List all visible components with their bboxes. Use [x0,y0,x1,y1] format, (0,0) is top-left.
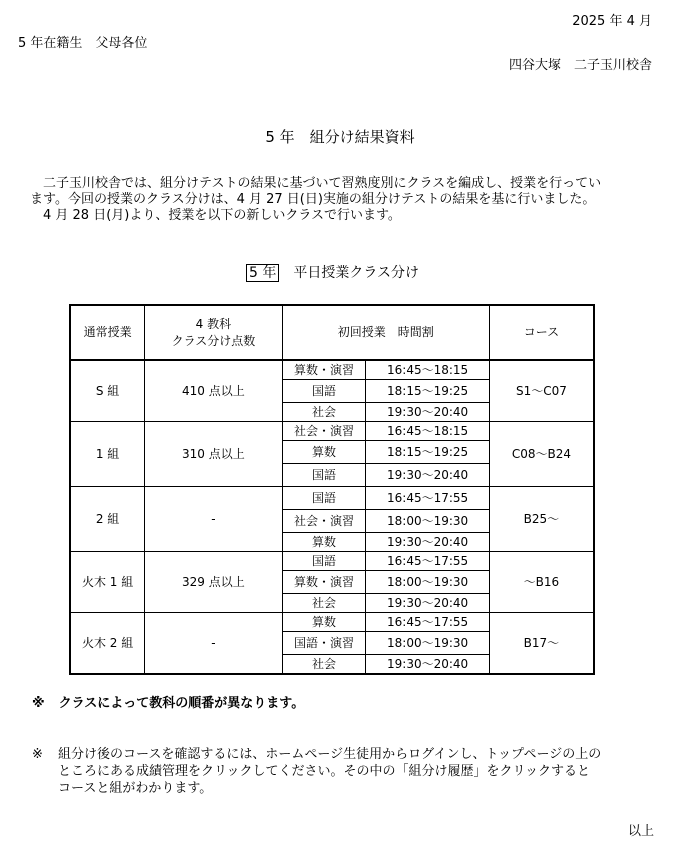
subject-cell: 国語 [282,487,366,510]
time-cell: 18:15～19:25 [366,441,490,464]
table-row [70,552,594,571]
note-course-check [32,746,601,797]
time-cell: 16:45～17:55 [366,487,490,510]
course-cell: C08～B24 [489,422,594,487]
table-row [70,613,594,632]
intro-line: 二子玉川校舎では、組分けテストの結果に基づいて習熟度別にクラスを編成し、授業を行ってい [30,176,602,191]
closing-text: 以上 [627,824,654,839]
school-name: 四谷大塚 二子玉川校舎 [508,58,652,73]
time-cell: 19:30～20:40 [366,464,490,487]
subject-cell: 算数・演習 [282,360,366,380]
subject-cell: 算数 [282,613,366,632]
class-schedule-table [69,304,595,675]
course-cell: ～B16 [489,552,594,613]
note-text: クラスによって教科の順番が異なります。 [58,696,305,711]
table-row [70,360,594,380]
subject-cell: 国語 [282,464,366,487]
class-name: S 組 [70,360,145,422]
subject-cell: 算数 [282,533,366,552]
subtitle-text: 平日授業クラス分け [293,265,419,281]
subject-cell: 社会 [282,403,366,422]
time-cell: 19:30～20:40 [366,594,490,613]
class-name: 火木 2 組 [70,613,145,675]
class-points: 410 点以上 [145,360,282,422]
document-date: 2025 年 4 月 [572,14,652,29]
note-subject-order [32,692,304,711]
grade-box: 5 年 [246,264,279,282]
time-cell: 16:45～17:55 [366,613,490,632]
time-cell: 16:45～18:15 [366,360,490,380]
subject-cell: 国語・演習 [282,632,366,655]
table-subtitle [246,262,419,282]
course-cell: S1～C07 [489,360,594,422]
header-schedule: 初回授業 時間割 [282,305,489,360]
time-cell: 18:00～19:30 [366,510,490,533]
class-points: 310 点以上 [145,422,282,487]
time-cell: 18:00～19:30 [366,632,490,655]
header-points-line: クラス分け点数 [171,333,256,348]
course-cell: B25～ [489,487,594,552]
time-cell: 19:30～20:40 [366,655,490,675]
note-line: コースと組がわかります。 [58,781,213,796]
header-points [145,305,282,360]
subject-cell: 社会・演習 [282,422,366,441]
subject-cell: 社会 [282,655,366,675]
subject-cell: 算数・演習 [282,571,366,594]
class-name: 火木 1 組 [70,552,145,613]
intro-line: 4 月 28 日(月)より、授業を以下の新しいクラスで行います。 [30,208,401,223]
header-class: 通常授業 [70,305,145,360]
time-cell: 19:30～20:40 [366,403,490,422]
class-points: - [145,613,282,675]
subject-cell: 国語 [282,380,366,403]
subject-cell: 算数 [282,441,366,464]
course-cell: B17～ [489,613,594,675]
table-row [70,422,594,441]
class-name: 2 組 [70,487,145,552]
time-cell: 19:30～20:40 [366,533,490,552]
table-row [70,487,594,510]
intro-paragraph [30,176,660,224]
time-cell: 16:45～17:55 [366,552,490,571]
time-cell: 18:15～19:25 [366,380,490,403]
subject-cell: 社会・演習 [282,510,366,533]
intro-line: ます。今回の授業のクラス分けは、4 月 27 日(日)実施の組分けテストの結果を基に行いました。 [30,192,596,207]
header-points-line: 4 教科 [195,316,232,331]
recipients: 5 年在籍生 父母各位 [18,36,148,51]
subject-cell: 国語 [282,552,366,571]
time-cell: 16:45～18:15 [366,422,490,441]
note-line: 組分け後のコースを確認するには、ホームページ生徒用からログインし、トップページの上の [58,747,602,762]
note-mark: ※ [32,747,43,762]
class-points: 329 点以上 [145,552,282,613]
class-name: 1 組 [70,422,145,487]
header-course: コース [489,305,594,360]
time-cell: 18:00～19:30 [366,571,490,594]
note-line: ところにある成績管理をクリックしてください。その中の「組分け履歴」をクリックすると [58,764,590,779]
subject-cell: 社会 [282,594,366,613]
class-points: - [145,487,282,552]
document-title: 5 年 組分け結果資料 [265,128,415,146]
note-mark: ※ [32,696,45,711]
